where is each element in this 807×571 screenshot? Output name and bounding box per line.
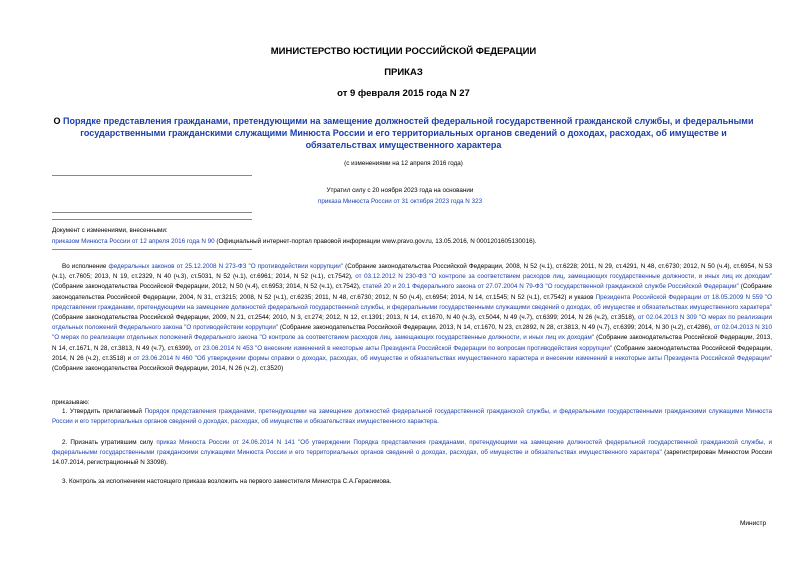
item-text: 1. Утвердить прилагаемый bbox=[62, 408, 145, 415]
preamble-text: (Собрание законодательства Российской Федерации, 2012, N 50 (ч.4), ст.6953; 2014, N 52 (ч.1), ст.7542), bbox=[52, 283, 363, 291]
law-79-link[interactable]: статей 20 и 20.1 Федерального закона от 27.07.2004 N 79-ФЗ "О государственной гражданской службе Российской Федерации" bbox=[362, 283, 739, 291]
law-230-link[interactable]: от 03.12.2012 N 230-ФЗ "О контроле за соответствием расходов лиц, замещающих государственные должности, и иных лиц их доходам" bbox=[355, 273, 772, 281]
order-date: от 9 февраля 2015 года N 27 bbox=[337, 88, 470, 99]
preamble-text: (Собрание законодательства Российской Федерации, 2004, N 31, ст.3215; 2008, N 52 (ч.1), ст.6235; 2011, N 48, ст.6730; 2012, N 50 (ч.4), ст.6954; 2014, N 14, ст.1545; N 52 (ч.1), ст.7542) и указов bbox=[52, 283, 772, 301]
preamble-text: (Собрание законодательства Российской Федерации, 2008, N 52 (ч.1), ст.6228; 2011, N 29, ст.4291, N 48, ст.6730; 2012, N 50 (ч.4), ст.6954, N 53 (ч.1), ст.7605; 2013, N 19, ст.2329, N 40 (ч.3), ст.5031, N 52 (ч.1), ст.6961; 2014, N 52 (ч.1), ст.7542), bbox=[52, 263, 773, 281]
amendments-note: (с изменениями на 12 апреля 2016 года) bbox=[344, 160, 463, 167]
preamble-text: (Собрание законодательства Российской Федерации, 2014, N 26 (ч.2), ст.3518) и bbox=[52, 344, 772, 362]
item-text: . bbox=[437, 418, 439, 426]
amending-order-link[interactable]: приказом Минюста России от 12 апреля 2016 года N 90 bbox=[52, 238, 215, 245]
procedure-link[interactable]: Порядок представления гражданами, претендующими на замещение должностей федеральной государственной гражданской службы, и федеральными государственными гражданскими служащими Минюста России и его территориальных органов сведений о доходах, расходах, об имуществе и обязательствах имущественного характера bbox=[52, 408, 772, 426]
item-text: (зарегистрирован Минюстом России 14.07.2014, регистрационный N 33098). bbox=[52, 449, 772, 467]
order-141-link[interactable]: приказ Минюста России от 24.06.2014 N 141 "Об утверждении Порядка представления гражданами, претендующими на замещение должностей федеральной государственной гражданской службы, и федеральными государственными гражданскими служащими Минюста России и его территориальных органов сведений о доходах, расходах, об имуществе и обязательствах имущественного характера" bbox=[52, 439, 772, 457]
decree-453-link[interactable]: от 23.06.2014 N 453 "О внесении изменений в некоторые акты Президента Российской Федерации по вопросам противодействия коррупции" bbox=[194, 344, 613, 352]
item-text: 3. Контроль за исполнением настоящего приказа возложить на первого заместителя Министра С.А.Герасимова. bbox=[62, 478, 392, 485]
amending-order-source: (Официальный интернет-портал правовой информации www.pravo.gov.ru, 13.05.2016, N 0001201605130016). bbox=[214, 238, 537, 245]
lost-force-link[interactable]: приказа Минюста России от 31 октября 2023 года N 323 bbox=[317, 198, 483, 205]
separator-line bbox=[52, 212, 252, 213]
item-text: 2. Признать утратившим силу bbox=[62, 439, 157, 446]
preamble-text: (Собрание законодательства Российской Федерации, 2009, N 21, ст.2544; 2010, N 3, ст.274; 2012, N 12, ст.1391; 2013, N 14, ст.1670, N 40 (ч.3), ст.5044, N 49 (ч.7), ст.6399; 2014, N 26 (ч.2), ст.3518), bbox=[52, 314, 638, 322]
order-word: приказываю: bbox=[52, 399, 90, 406]
title-link[interactable]: Порядке представления гражданами, претендующими на замещение должностей федеральной государственной гражданской службы, и федеральными государственными гражданскими служащими Минюста России и его территориальных органов сведений о доходах, расходах, об имуществе и обязательствах имущественного характера bbox=[63, 116, 754, 150]
order-item-3 bbox=[52, 477, 772, 487]
order-item-2 bbox=[52, 438, 772, 469]
document-changes bbox=[52, 225, 772, 247]
lost-force-notice bbox=[200, 185, 600, 207]
signature-title: Министр bbox=[740, 520, 767, 527]
decree-309-link[interactable]: от 02.04.2013 N 309 "О мерах по реализации отдельных положений Федерального закона "О противодействии коррупции" bbox=[52, 314, 772, 332]
preamble-text: (Собрание законодательства Российской Федерации, 2013, N 14, ст.1670, N 23, ст.2892, N 28, ст.3813, N 49 (ч.7), ст.6399; 2014, N 30 (ч.2), ст.4286), bbox=[278, 324, 714, 332]
law-273-link[interactable]: федеральных законов от 25.12.2008 N 273-ФЗ "О противодействии коррупции" bbox=[108, 263, 343, 270]
separator-line bbox=[52, 219, 252, 220]
document-changes-label: Документ с изменениями, внесенными: bbox=[52, 227, 168, 234]
separator-line bbox=[52, 175, 252, 176]
lost-force-text: Утратил силу с 20 ноября 2023 года на основании bbox=[326, 187, 474, 194]
decree-310-link[interactable]: от 02.04.2013 N 310 "О мерах по реализации отдельных положений Федерального закона "О контроле за соответствием расходов лиц, замещающих государственные должности, и иных лиц их доходам" bbox=[52, 324, 772, 342]
preamble-text: (Собрание законодательства Российской Федерации, 2014, N 26 (ч.2), ст.3520) bbox=[52, 365, 284, 373]
ministry-heading: МИНИСТЕРСТВО ЮСТИЦИИ РОССИЙСКОЙ ФЕДЕРАЦИИ bbox=[270, 46, 537, 57]
decree-460-link[interactable]: от 23.06.2014 N 460 "Об утверждении формы справки о доходах, расходах, об имуществе и обязательствах имущественного характера и внесении изменений в некоторые акты Президента Российской Федерации" bbox=[133, 354, 772, 362]
title-prefix: О bbox=[53, 116, 64, 126]
order-heading: ПРИКАЗ bbox=[384, 67, 423, 78]
decree-559-link[interactable]: Президента Российской Федерации от 18.05.2009 N 559 "О представлении гражданами, претендующими на замещение должностей федеральной государственной службы, и федеральными государственными служащими сведений о доходах, об имуществе и обязательствах имущественного характера" bbox=[52, 293, 773, 311]
preamble-text: (Собрание законодательства Российской Федерации, 2013, N 14, ст.1671, N 28, ст.3813, N 49 (ч.7), ст.6399), bbox=[52, 334, 773, 352]
preamble-paragraph bbox=[52, 262, 772, 374]
separator-line bbox=[52, 249, 252, 250]
preamble-text: Во исполнение bbox=[62, 263, 109, 270]
order-item-1 bbox=[52, 407, 772, 427]
document-title bbox=[50, 115, 757, 151]
